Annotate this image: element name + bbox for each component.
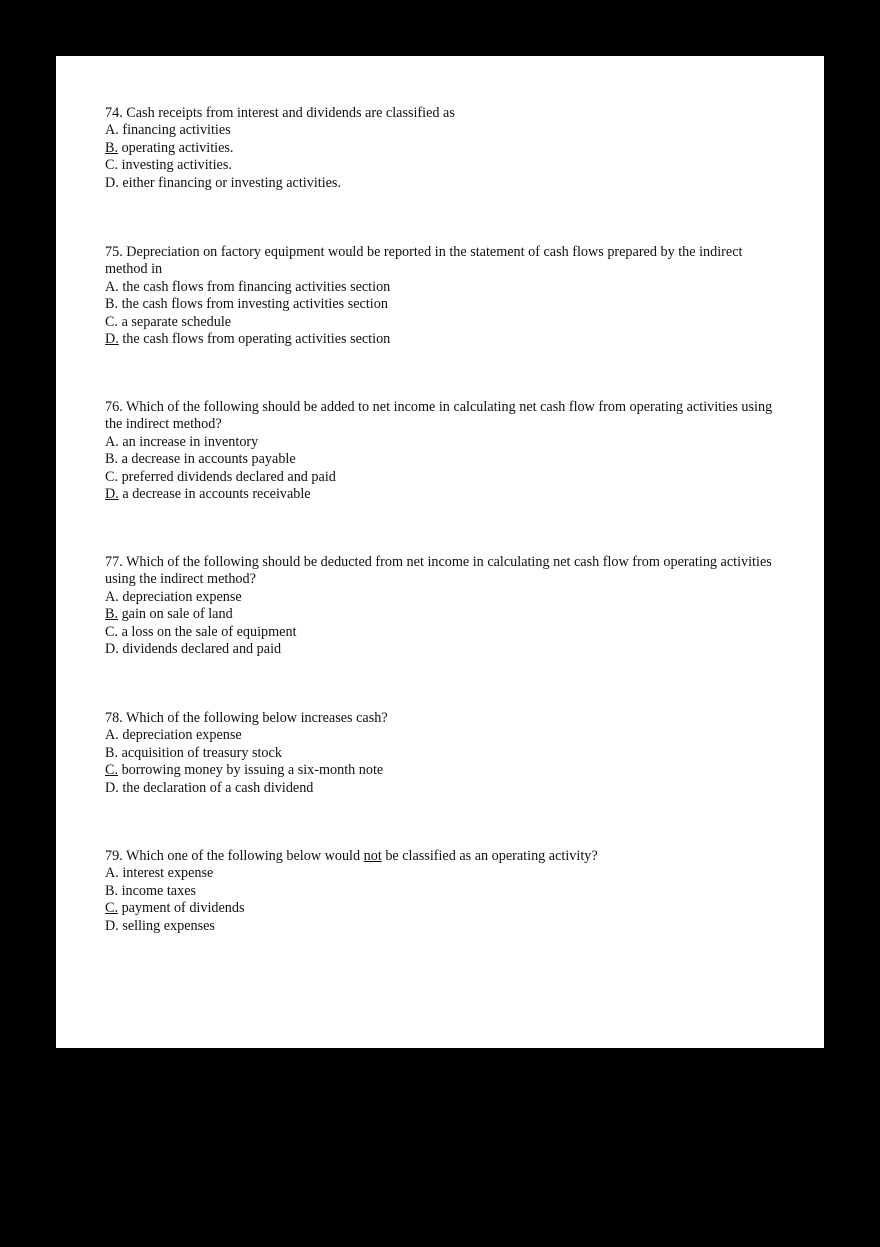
option-letter: A. <box>105 727 119 744</box>
option-letter: B. <box>105 451 119 468</box>
option-letter: C. <box>105 313 119 330</box>
option-letter: D. <box>105 174 119 191</box>
option-letter: A. <box>105 433 119 450</box>
option-a <box>105 727 785 744</box>
option-letter: A. <box>105 122 119 139</box>
option-c <box>105 314 785 331</box>
option-text: payment of dividends <box>121 900 245 917</box>
document-page <box>56 56 824 1048</box>
question-text: Which of the following should be added to net income in calculating net cash flow from operating activities using the indirect method? <box>105 399 773 433</box>
question-79 <box>105 848 785 935</box>
question-stem <box>105 399 785 434</box>
option-letter-answer: D. <box>105 331 119 348</box>
option-letter-answer: B. <box>105 606 119 623</box>
option-letter-answer: D. <box>105 486 119 503</box>
option-c <box>105 624 785 641</box>
option-text: the cash flows from financing activities section <box>122 278 391 295</box>
question-74 <box>105 105 785 192</box>
option-text: an increase in inventory <box>122 433 259 450</box>
option-text: depreciation expense <box>122 727 242 744</box>
option-letter-answer: B. <box>105 139 119 156</box>
option-a <box>105 434 785 451</box>
option-letter-answer: C. <box>105 762 119 779</box>
option-b <box>105 451 785 468</box>
option-text: selling expenses <box>122 917 215 934</box>
option-text: the cash flows from operating activities section <box>122 331 391 348</box>
question-text-emphasis: not <box>363 848 382 864</box>
question-text: Which of the following below increases cash? <box>126 710 388 726</box>
option-letter: C. <box>105 623 119 640</box>
question-text-before: Which one of the following below would <box>126 848 361 864</box>
option-text: the declaration of a cash dividend <box>122 779 314 796</box>
option-letter: A. <box>105 278 119 295</box>
option-d <box>105 175 785 192</box>
question-77 <box>105 554 785 658</box>
option-text: financing activities <box>122 122 231 139</box>
option-letter: B. <box>105 744 119 761</box>
option-d <box>105 331 785 348</box>
option-text: preferred dividends declared and paid <box>121 468 336 485</box>
question-stem <box>105 554 785 589</box>
question-text: Which of the following should be deducted from net income in calculating net cash flow from operating activities using the indirect method? <box>105 554 772 588</box>
option-letter: B. <box>105 882 119 899</box>
option-letter: D. <box>105 917 119 934</box>
option-a <box>105 122 785 139</box>
option-b <box>105 140 785 157</box>
option-a <box>105 589 785 606</box>
option-letter: C. <box>105 468 119 485</box>
option-text: the cash flows from investing activities section <box>121 296 388 313</box>
option-text: interest expense <box>122 865 214 882</box>
option-b <box>105 883 785 900</box>
question-78 <box>105 710 785 797</box>
option-text: a separate schedule <box>121 313 232 330</box>
option-d <box>105 641 785 658</box>
option-letter: A. <box>105 588 119 605</box>
question-75 <box>105 244 785 348</box>
option-d <box>105 918 785 935</box>
question-76 <box>105 399 785 503</box>
question-number: 77. <box>105 554 123 570</box>
option-text: depreciation expense <box>122 588 242 605</box>
question-number: 74. <box>105 105 123 121</box>
option-text: gain on sale of land <box>121 606 233 623</box>
question-number: 79. <box>105 848 123 864</box>
option-d <box>105 780 785 797</box>
option-text: income taxes <box>121 882 197 899</box>
option-text: a loss on the sale of equipment <box>121 623 297 640</box>
option-text: investing activities. <box>121 157 232 174</box>
question-number: 76. <box>105 399 123 415</box>
option-b <box>105 745 785 762</box>
option-text: borrowing money by issuing a six-month note <box>121 762 384 779</box>
option-text: a decrease in accounts payable <box>121 451 296 468</box>
option-letter: D. <box>105 641 119 658</box>
option-c <box>105 157 785 174</box>
option-a <box>105 865 785 882</box>
option-letter: B. <box>105 296 119 313</box>
option-letter: C. <box>105 157 119 174</box>
option-c <box>105 762 785 779</box>
option-text: a decrease in accounts receivable <box>122 486 311 503</box>
option-letter: D. <box>105 779 119 796</box>
option-c <box>105 469 785 486</box>
option-c <box>105 900 785 917</box>
option-text: operating activities. <box>121 139 234 156</box>
option-b <box>105 606 785 623</box>
question-stem <box>105 848 785 865</box>
option-b <box>105 296 785 313</box>
question-stem <box>105 710 785 727</box>
option-letter: A. <box>105 865 119 882</box>
option-d <box>105 486 785 503</box>
question-stem <box>105 105 785 122</box>
question-stem <box>105 244 785 279</box>
question-number: 75. <box>105 244 123 260</box>
option-text: acquisition of treasury stock <box>121 744 282 761</box>
question-text-after: be classified as an operating activity? <box>385 848 598 864</box>
question-text: Depreciation on factory equipment would be reported in the statement of cash flows prepared by the indirect method in <box>105 244 743 278</box>
option-text: either financing or investing activities. <box>122 174 342 191</box>
question-number: 78. <box>105 710 123 726</box>
option-text: dividends declared and paid <box>122 641 282 658</box>
question-text: Cash receipts from interest and dividends are classified as <box>126 105 455 121</box>
option-a <box>105 279 785 296</box>
option-letter-answer: C. <box>105 900 119 917</box>
